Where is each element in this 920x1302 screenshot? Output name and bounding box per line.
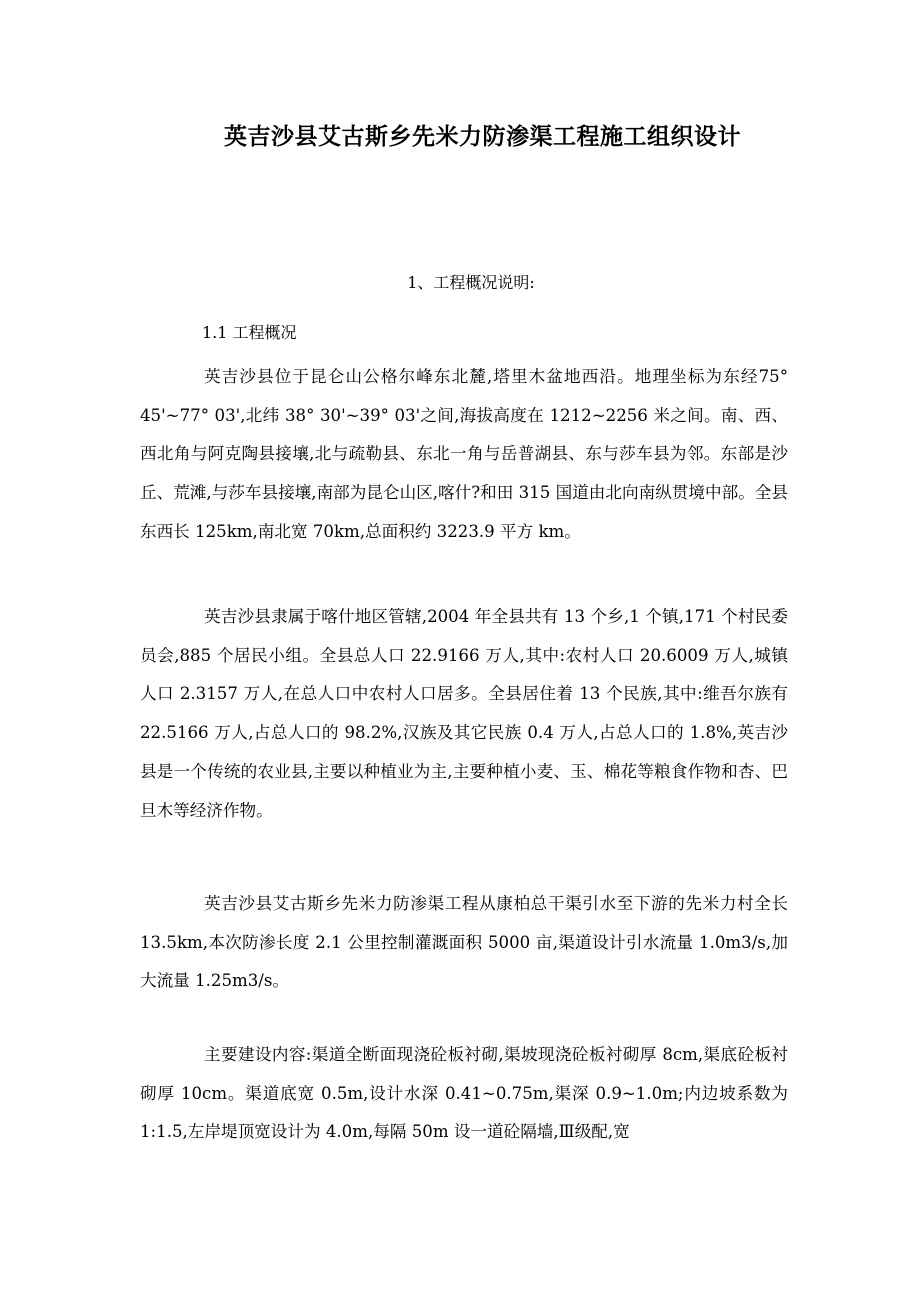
paragraph-location: 英吉沙县位于昆仑山公格尔峰东北麓,塔里木盆地西沿。地理坐标为东经75° 45'~77° 03',北纬 38° 30'~39° 03'之间,海拔高度在 1212~2256 米之间。南、西、西北角与阿克陶县接壤,北与疏勒县、东北一角与岳普湖县、东与莎车县为邻。东部是沙丘、荒滩,与莎车县接壤,南部为昆仑山区,喀什?和田 315 国道由北向南纵贯境中部。全县东西长 125km,南北宽 70km,总面积约 3223.9 平方 km。 [140,367,788,541]
paragraph-population: 英吉沙县隶属于喀什地区管辖,2004 年全县共有 13 个乡,1 个镇,171 个村民委员会,885 个居民小组。全县总人口 22.9166 万人,其中:农村人口 20.6009 万人,城镇人口 2.3157 万人,在总人口中农村人口居多。全县居住着 13 个民族,其中:维吾尔族有 22.5166 万人,占总人口的 98.2%,汉族及其它民族 0.4 万人,占总人口的 1.8%,英吉沙县是一个传统的农业县,主要以种植业为主,主要种植小麦、玉、棉花等粮食作物和杏、巴旦木等经济作物。 [140,607,788,820]
sub-heading: 1.1 工程概况 [202,323,297,342]
section-heading: 1、工程概况说明: [407,273,535,292]
document-title: 英吉沙县艾古斯乡先米力防渗渠工程施工组织设计 [224,123,741,150]
paragraph-construction-content: 主要建设内容:渠道全断面现浇砼板衬砌,渠坡现浇砼板衬砌厚 8cm,渠底砼板衬砌厚 10cm。渠道底宽 0.5m,设计水深 0.41~0.75m,渠深 0.9~1.0m;内边坡系数为 1:1.5,左岸堤顶宽设计为 4.0m,每隔 50m 设一道砼隔墙,Ⅲ级配,宽 [140,1045,788,1142]
paragraph-project-scope: 英吉沙县艾古斯乡先米力防渗渠工程从康柏总干渠引水至下游的先米力村全长 13.5km,本次防渗长度 2.1 公里控制灌溉面积 5000 亩,渠道设计引水流量 1.0m3/s,加大流量 1.25m3/s。 [140,894,788,991]
